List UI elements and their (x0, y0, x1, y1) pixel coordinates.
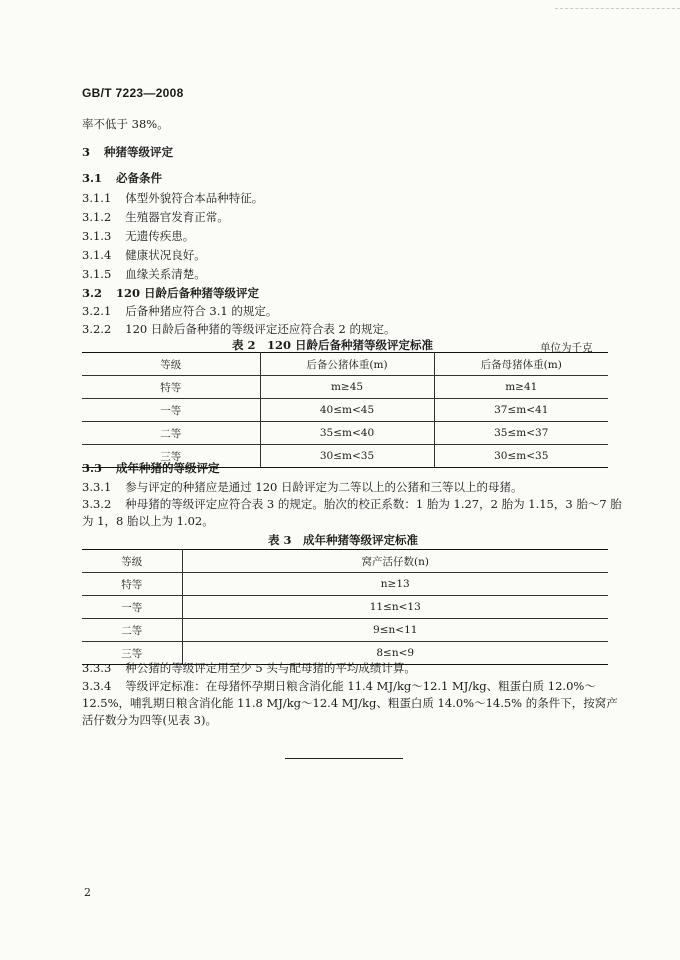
section-title: 种猪等级评定 (104, 145, 174, 159)
clause-line (82, 266, 206, 282)
clause-number: 3.3.1 (82, 480, 112, 494)
paragraph-line (82, 678, 612, 695)
table-header-row (82, 550, 608, 573)
clause-text: 体型外貌符合本品种特征。 (125, 191, 264, 205)
clause-number: 3.3.4 (82, 679, 112, 693)
paragraph-line: 12.5%，哺乳期日粮含消化能 11.8 MJ/kg～12.4 MJ/kg、粗蛋白质 14.0%～14.5% 的条件下，按窝产 (82, 696, 618, 710)
table-cell: 一等 (82, 596, 182, 619)
section-title: 120 日龄后备种猪等级评定 (116, 286, 260, 300)
table-cell: 35≤m<37 (434, 422, 608, 445)
table-row (82, 573, 608, 596)
clause-text: 血缘关系清楚。 (125, 267, 206, 281)
table-cell: 40≤m<45 (260, 399, 434, 422)
table-header-cell: 等级 (82, 353, 260, 376)
clause-line (82, 479, 523, 495)
table-cell: 二等 (82, 422, 260, 445)
clause-number: 3.1.3 (82, 229, 112, 243)
clause-text: 120 日龄后备种猪的等级评定还应符合表 2 的规定。 (125, 322, 396, 336)
section-title: 成年种猪的等级评定 (116, 461, 220, 475)
table-row (82, 619, 608, 642)
clause-text: 后备种猪应符合 3.1 的规定。 (125, 304, 278, 318)
clause-line (82, 228, 194, 244)
clause-line (82, 209, 229, 225)
clause-line (82, 321, 396, 337)
clause-line (82, 247, 206, 263)
subsection-heading (82, 285, 259, 301)
paragraph-line: 活仔数分为四等(见表 3)。 (82, 713, 217, 727)
clause-text: 种母猪的等级评定应符合表 3 的规定。胎次的校正系数：1 胎为 1.27，2 胎为 1.15，3 胎～7 胎 (125, 497, 622, 511)
table-row (82, 376, 608, 399)
clause-text: 种公猪的等级评定用至少 5 头与配母猪的平均成绩计算。 (125, 661, 416, 675)
table2 (82, 352, 608, 468)
section-number: 3.1 (82, 171, 103, 185)
clause-paragraph (82, 496, 622, 530)
section-heading (82, 144, 173, 160)
section-number: 3.3 (82, 461, 103, 475)
table-cell: 一等 (82, 399, 260, 422)
table-cell: 30≤m<35 (260, 445, 434, 468)
clause-text: 生殖器官发育正常。 (125, 210, 229, 224)
clause-number: 3.1.5 (82, 267, 112, 281)
table3 (82, 549, 608, 665)
table-cell: 三等 (82, 445, 260, 468)
clause-text: 健康状况良好。 (125, 248, 206, 262)
table3-caption: 表 3 成年种猪等级评定标准 (268, 533, 419, 547)
clause-number: 3.2.1 (82, 304, 112, 318)
clause-text: 参与评定的种猪应是通过 120 日龄评定为二等以上的公猪和三等以上的母猪。 (125, 480, 523, 494)
table-header-cell: 窝产活仔数(n) (182, 550, 608, 573)
section-title: 必备条件 (116, 171, 163, 185)
clause-text: 等级评定标准：在母猪怀孕期日粮含消化能 11.4 MJ/kg～12.1 MJ/kg、粗蛋白质 12.0%～ (125, 679, 596, 693)
table-cell: 37≤m<41 (434, 399, 608, 422)
page-number: 2 (84, 886, 91, 899)
table-cell: 30≤m<35 (434, 445, 608, 468)
table-cell: 二等 (82, 619, 182, 642)
document-code: GB/T 7223—2008 (82, 86, 184, 100)
clause-paragraph (82, 678, 618, 729)
table-cell: m≥45 (260, 376, 434, 399)
table2-unit: 单位为千克 (540, 342, 593, 354)
table-header-cell: 后备母猪体重(m) (434, 353, 608, 376)
table-header-cell: 后备公猪体重(m) (260, 353, 434, 376)
clause-number: 3.1.1 (82, 191, 112, 205)
table-cell: 三等 (82, 642, 182, 665)
end-rule (285, 758, 403, 759)
table2-caption: 表 2 120 日龄后备种猪等级评定标准 (232, 338, 434, 352)
table-cell: 35≤m<40 (260, 422, 434, 445)
clause-number: 3.3.3 (82, 661, 112, 675)
table-cell: 8≤n<9 (182, 642, 608, 665)
clause-line (82, 190, 263, 206)
subsection-heading (82, 460, 220, 476)
subsection-heading (82, 170, 162, 186)
section-number: 3.2 (82, 286, 103, 300)
table-cell: 9≤n<11 (182, 619, 608, 642)
clause-number: 3.3.2 (82, 497, 112, 511)
section-number: 3 (82, 145, 91, 159)
table-cell: 特等 (82, 376, 260, 399)
table-cell: 11≤n<13 (182, 596, 608, 619)
table-row (82, 422, 608, 445)
clause-number: 3.1.4 (82, 248, 112, 262)
clause-line (82, 303, 277, 319)
table-cell: 特等 (82, 573, 182, 596)
clause-line (82, 660, 416, 676)
table-row (82, 399, 608, 422)
paragraph-line: 为 1，8 胎以上为 1.02。 (82, 514, 214, 528)
clause-number: 3.2.2 (82, 322, 112, 336)
table-cell: m≥41 (434, 376, 608, 399)
table-cell: n≥13 (182, 573, 608, 596)
text-line (82, 116, 169, 132)
table-header-cell: 等级 (82, 550, 182, 573)
table-header-row (82, 353, 608, 376)
table-row (82, 596, 608, 619)
clause-number: 3.1.2 (82, 210, 112, 224)
clause-text: 无遗传疾患。 (125, 229, 195, 243)
line-text: 率不低于 38%。 (82, 117, 169, 131)
paragraph-line (82, 496, 622, 513)
scan-edge-line (555, 8, 680, 9)
